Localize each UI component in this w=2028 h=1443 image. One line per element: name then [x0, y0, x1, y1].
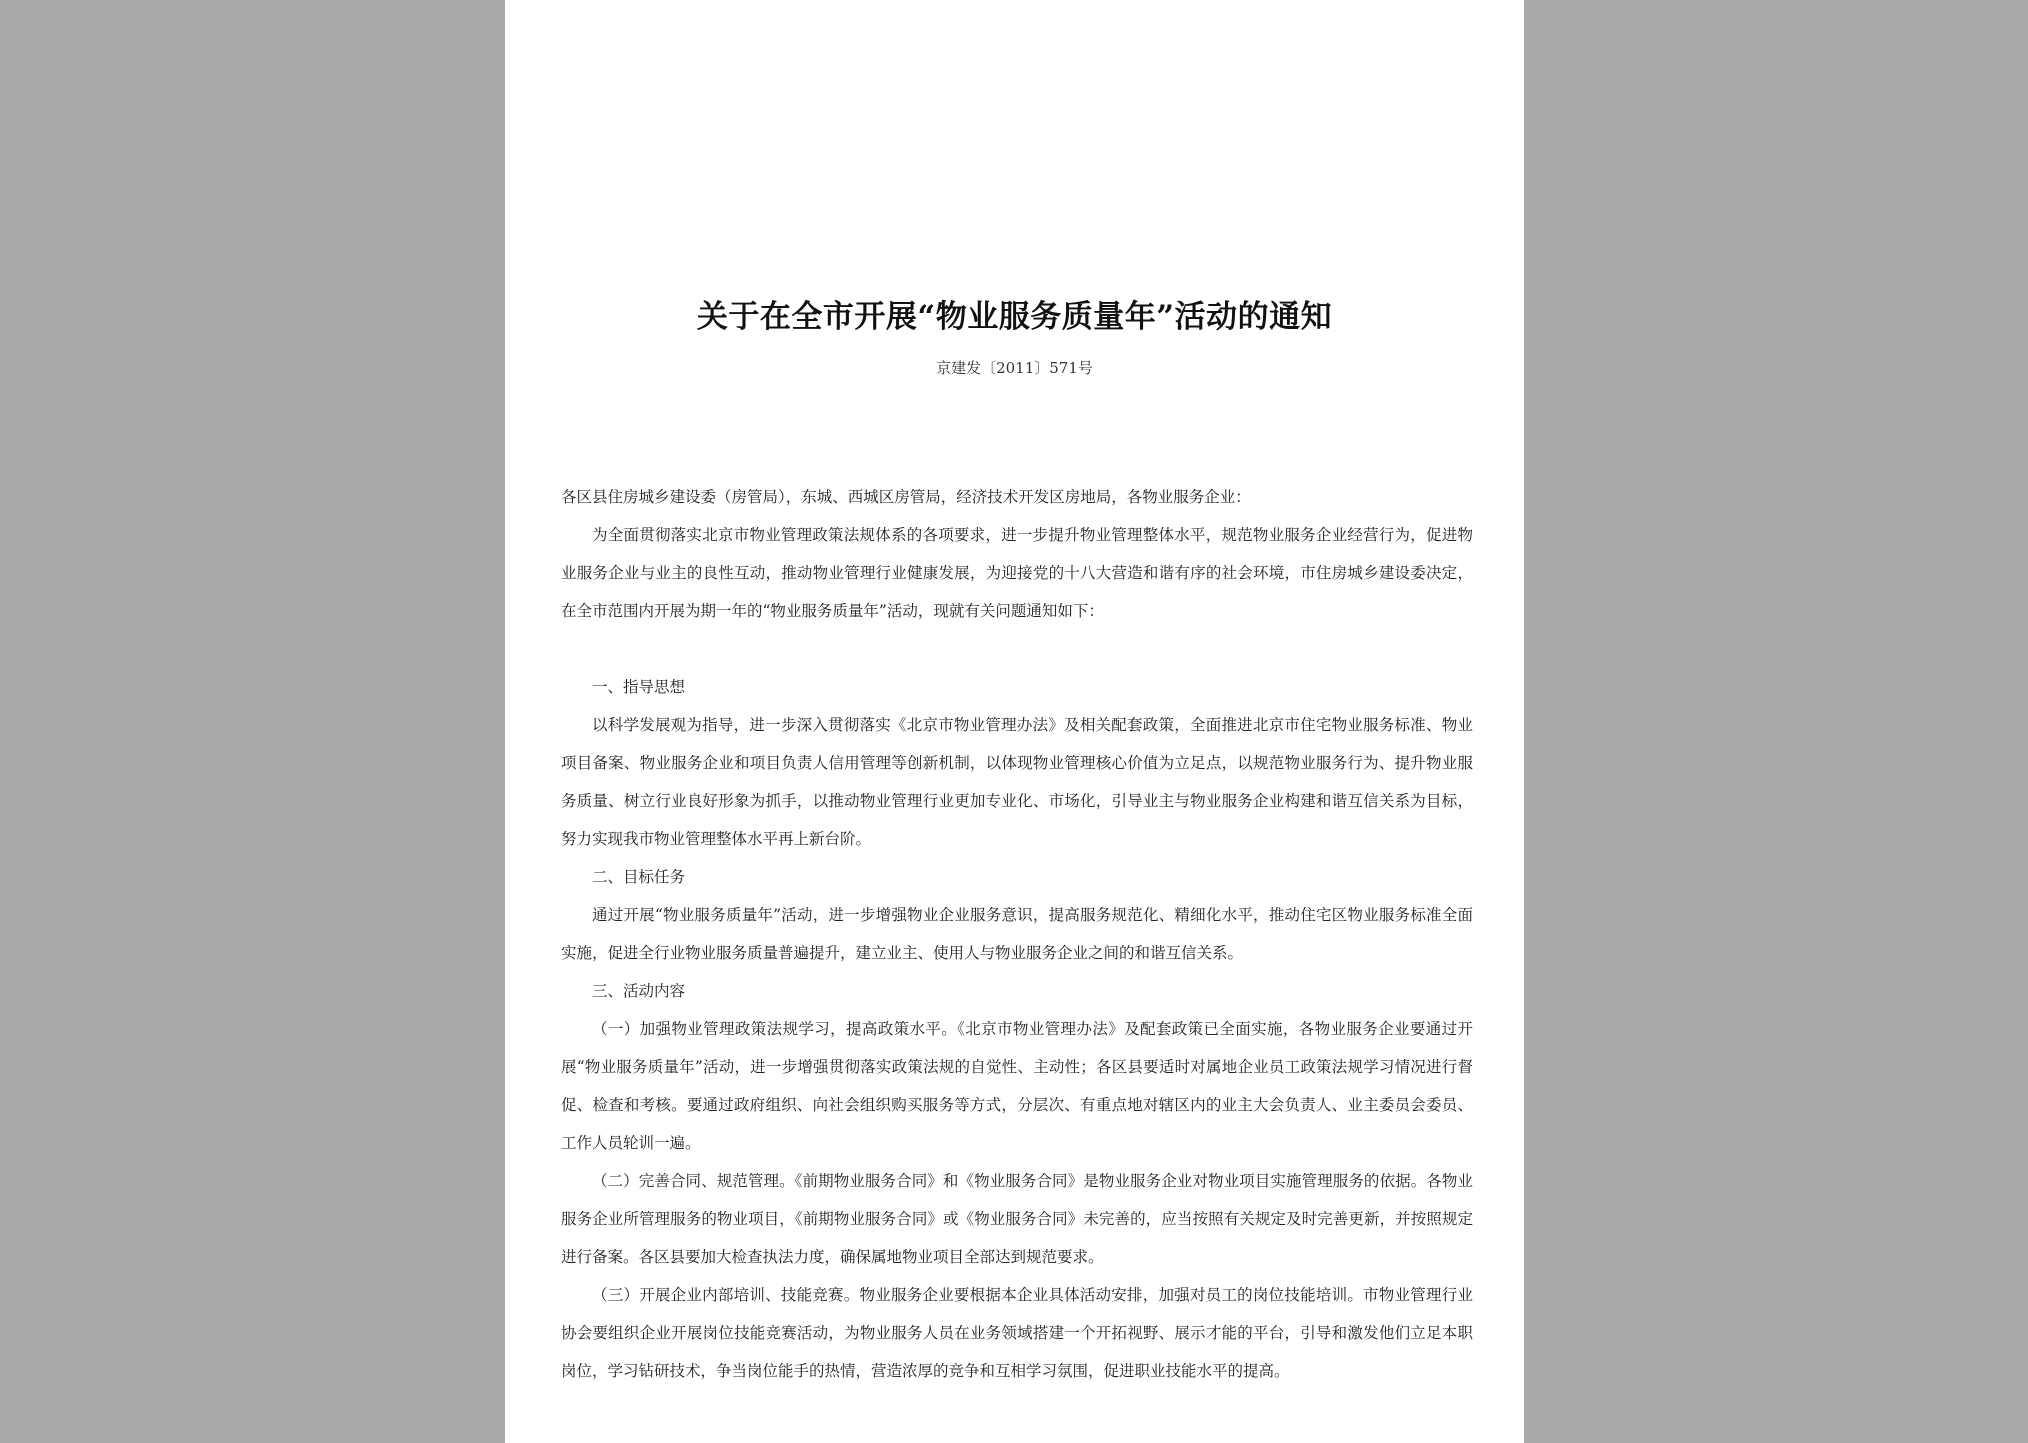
- section-paragraph: （三）开展企业内部培训、技能竞赛。物业服务企业要根据本企业具体活动安排，加强对员工的岗位技能培训。市物业管理行业协会要组织企业开展岗位技能竞赛活动，为物业服务人员在业务领域搭建一个开拓视野、展示才能的平台，引导和激发他们立足本职岗位，学习钻研技术，争当岗位能手的热情，营造浓厚的竞争和互相学习氛围，促进职业技能水平的提高。: [561, 1286, 1473, 1380]
- section-paragraph: （二）完善合同、规范管理。《前期物业服务合同》和《物业服务合同》是物业服务企业对物业项目实施管理服务的依据。各物业服务企业所管理服务的物业项目，《前期物业服务合同》或《物业服务合同》未完善的，应当按照有关规定及时完善更新，并按照规定进行备案。各区县要加大检查执法力度，确保属地物业项目全部达到规范要求。: [561, 1172, 1473, 1266]
- salutation: 各区县住房城乡建设委（房管局），东城、西城区房管局，经济技术开发区房地局，各物业服务企业：: [561, 488, 1251, 506]
- document-title: 关于在全市开展“物业服务质量年”活动的通知: [696, 299, 1333, 335]
- document-page: [505, 0, 1524, 1443]
- section-heading-activities: 三、活动内容: [592, 982, 686, 1000]
- intro-paragraph: 为全面贯彻落实北京市物业管理政策法规体系的各项要求，进一步提升物业管理整体水平，规范物业服务企业经营行为，促进物业服务企业与业主的良性互动，推动物业管理行业健康发展，为迎接党的十八大营造和谐有序的社会环境，市住房城乡建设委决定，在全市范围内开展为期一年的“物业服务质量年”活动，现就有关问题通知如下：: [561, 526, 1473, 620]
- document-number: 京建发〔2011〕571号: [936, 359, 1093, 377]
- section-paragraph: 通过开展“物业服务质量年”活动，进一步增强物业企业服务意识，提高服务规范化、精细化水平，推动住宅区物业服务标准全面实施，促进全行业物业服务质量普遍提升，建立业主、使用人与物业服务企业之间的和谐互信关系。: [561, 906, 1473, 962]
- document-body: [561, 478, 1473, 1390]
- section-paragraph: （一）加强物业管理政策法规学习，提高政策水平。《北京市物业管理办法》及配套政策已全面实施，各物业服务企业要通过开展“物业服务质量年”活动，进一步增强贯彻落实政策法规的自觉性、主动性；各区县要适时对属地企业员工政策法规学习情况进行督促、检查和考核。要通过政府组织、向社会组织购买服务等方式，分层次、有重点地对辖区内的业主大会负责人、业主委员会委员、工作人员轮训一遍。: [561, 1020, 1473, 1152]
- section-heading-guiding-ideology: 一、指导思想: [592, 678, 686, 696]
- section-heading-goals: 二、目标任务: [592, 868, 686, 886]
- section-paragraph: 以科学发展观为指导，进一步深入贯彻落实《北京市物业管理办法》及相关配套政策，全面推进北京市住宅物业服务标准、物业项目备案、物业服务企业和项目负责人信用管理等创新机制，以体现物业管理核心价值为立足点，以规范物业服务行为、提升物业服务质量、树立行业良好形象为抓手，以推动物业管理行业更加专业化、市场化，引导业主与物业服务企业构建和谐互信关系为目标，努力实现我市物业管理整体水平再上新台阶。: [561, 716, 1473, 848]
